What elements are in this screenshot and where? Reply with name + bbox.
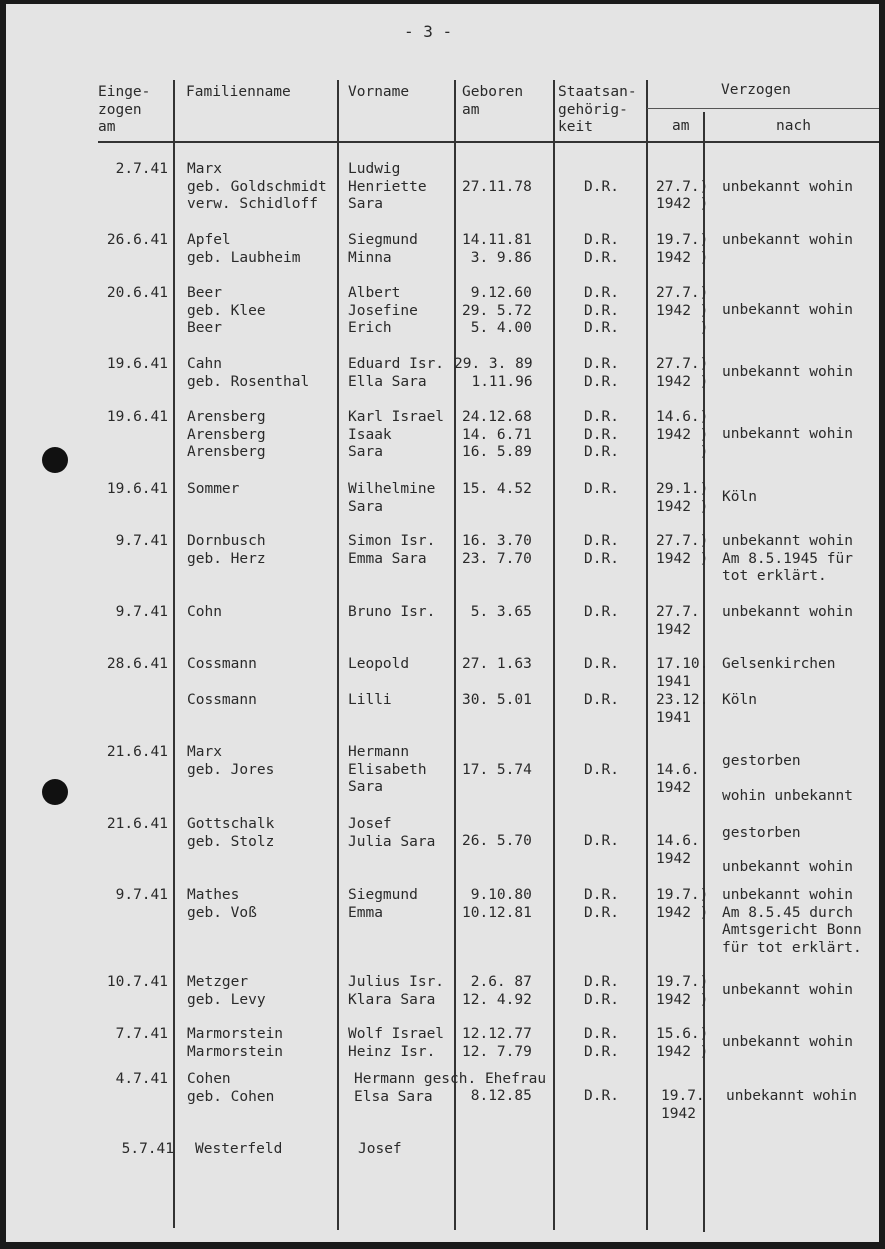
document-page: - 3 - Einge- zogen am Familienname Vorname Geboren am Staatsan- gehörig- keit Verzogen am nach 2.7.41 Marx geb. Goldschmidt verw. Schidloff Ludwig Henriette Sara 27.11.78 D.R. 27.7.) 1942 ) unbekannt wohin 26.6.41 Apfel geb. Laubheim Siegmund Minna 14.11.81 3. 9.86 D.R. D.R. 19.7.) 1942 ) unbekannt wohin 20.6.41 Beer geb. Klee Beer Albert Josefine Erich 9.12.60 29. 5.72 5. 4.00 D.R. D.R. D.R. 27.7.) 1942 ) ) unbekannt wohin 19.6.41 Cahn geb. Rosenthal Eduard Isr. Ella Sara 29. 3. 89 1.11.96 D.R. D.R. 27.7.) 1942 ) unbekannt wohin 19.6.41 Arensberg Arensberg Arensberg Karl Israel Isaak Sara 24.12.68 14. 6.71 16. 5.89 D.R. D.R. D.R. 14.6.) 1942 ) ) unbekannt wohin 19.6.41 Sommer Wilhelmine Sara 15. 4.52 D.R. 29.1.) 1942 ) Köln 9.7.41 Dornbusch geb. Herz Simon Isr. Emma Sara 16. 3.70 23. 7.70 D.R. D.R. 27.7.) 1942 ) unbekannt wohin Am 8.5.1945 für tot erklärt. 9.7.41 Cohn Bruno Isr. 5. 3.65 D.R. 27.7. 1942 unbekannt wohin 28.6.41 Cossmann Leopold 27. 1.63 D.R. 17.10. 1941 Gelsenkirchen Cossmann Lilli 30. 5.01 D.R. 23.12. 1941 Köln 21.6.41 Marx geb. Jores Hermann Elisabeth Sara 17. 5.74 D.R. 14.6. 1942 gestorben wohin unbekannt 21.6.41 Gottschalk geb. Stolz Josef Julia Sara 26. 5.70 D.R. 14.6. 1942 gestorben unbekannt wohin 9.7.41 Mathes geb. Voß Siegmund Emma 9.10.80 10.12.81 D.R. D.R. 19.7.) 1942 ) unbekannt wohin Am 8.5.45 durch Amtsgericht Bonn für tot erklärt. 10.7.41 Metzger geb. Levy Julius Isr. Klara Sara 2.6. 87 12. 4.92 D.R. D.R. 19.7.) 1942 ) unbekannt wohin 7.7.41 Marmorstein Marmorstein Wolf Israel Heinz Isr. 12.12.77 12. 7.79 D.R. D.R. 15.6.) 1942 ) unbekannt wohin 4.7.41 Cohen geb. Cohen Hermann gesch. Ehefrau Elsa Sara 8.12.85 D.R. 19.7. 1942 unbekannt wohin 5.7.41 Westerfeld Josef bbox=[6, 4, 879, 1242]
header-rule bbox=[98, 141, 879, 143]
punch-hole bbox=[42, 447, 68, 473]
header-vorname: Vorname bbox=[348, 84, 410, 100]
header-familienname: Familienname bbox=[186, 84, 291, 100]
column-divider bbox=[553, 80, 555, 1230]
column-divider bbox=[173, 80, 175, 1228]
column-divider bbox=[454, 80, 456, 1230]
header-am: am bbox=[672, 118, 690, 134]
header-nach: nach bbox=[776, 118, 811, 134]
header-staatsangehoerigkeit: Staatsan- gehörig- keit bbox=[558, 84, 637, 135]
page-number: - 3 - bbox=[404, 22, 453, 41]
header-geboren: Geboren am bbox=[462, 84, 524, 118]
column-divider bbox=[337, 80, 339, 1230]
header-eingezogen: Einge- zogen am bbox=[98, 84, 151, 135]
header-verzogen: Verzogen bbox=[721, 82, 791, 98]
column-divider bbox=[646, 80, 648, 1230]
header-subrule bbox=[647, 108, 879, 109]
punch-hole bbox=[42, 779, 68, 805]
